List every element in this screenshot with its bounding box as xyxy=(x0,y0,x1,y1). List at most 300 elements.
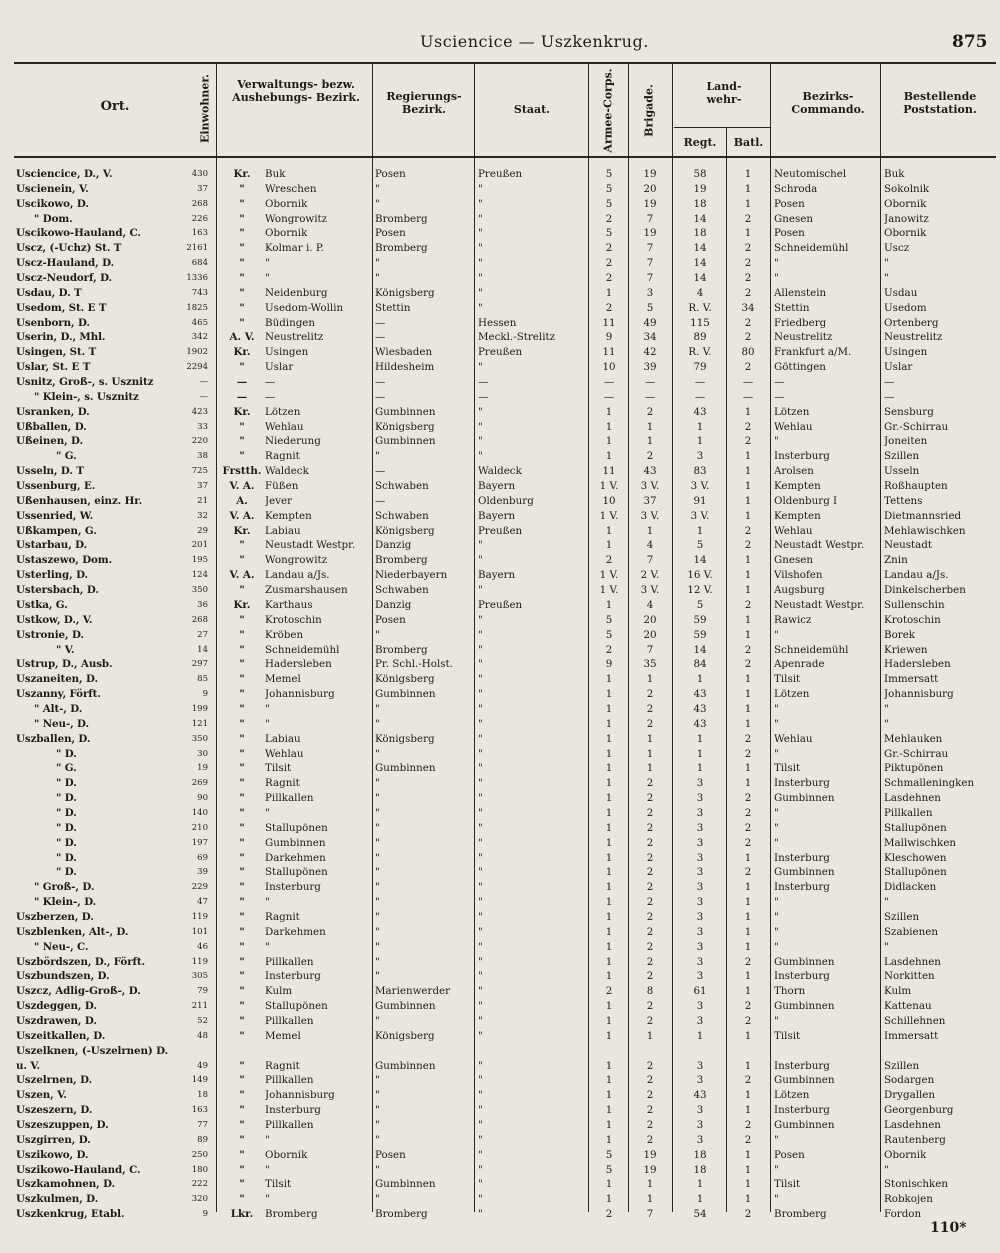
brigade-cell: 2 xyxy=(646,717,654,730)
place-name-cell: Uszikowo, D. xyxy=(16,1148,89,1161)
army-corps-cell: 11 xyxy=(602,346,616,359)
population-cell: 268 xyxy=(191,614,208,625)
state-cell: " xyxy=(478,1119,483,1131)
state-cell: " xyxy=(478,658,483,671)
place-name-cell: Usseln, D. T xyxy=(16,465,84,478)
admin-type-cell: " xyxy=(239,955,245,968)
place-name-cell: " Klein-, D. xyxy=(34,896,97,909)
header-bezirks-commando: Bezirks- Commando. xyxy=(791,90,865,116)
landwehr-regiment-cell: 3 V. xyxy=(690,509,710,522)
army-corps-cell: 9 xyxy=(605,331,613,344)
government-district-cell: " xyxy=(375,197,380,210)
landwehr-battalion-cell: 2 xyxy=(744,792,752,805)
page-number: 875 xyxy=(952,32,988,52)
population-cell: 1902 xyxy=(186,347,208,358)
admin-district-cell: " xyxy=(265,1193,270,1206)
state-cell: " xyxy=(478,257,483,270)
brigade-cell: 2 xyxy=(646,896,654,909)
district-command-cell: " xyxy=(774,628,779,641)
brigade-cell: 1 xyxy=(646,747,654,760)
landwehr-regiment-cell: 61 xyxy=(693,985,707,998)
state-cell: " xyxy=(478,301,483,314)
admin-district-cell: Pillkallen xyxy=(265,1014,314,1027)
post-station-cell: Uslar xyxy=(884,361,913,374)
post-station-cell: Stallupönen xyxy=(884,866,947,879)
population-cell: 39 xyxy=(197,867,208,878)
state-cell: — xyxy=(478,390,489,403)
admin-district-cell: Memel xyxy=(265,1029,301,1042)
brigade-cell: 2 xyxy=(646,1104,654,1117)
landwehr-battalion-cell: 1 xyxy=(744,197,752,210)
place-name-cell: " D. xyxy=(56,777,77,790)
government-district-cell: Gumbinnen xyxy=(375,1000,436,1013)
army-corps-cell: 2 xyxy=(605,554,613,567)
landwehr-battalion-cell: 2 xyxy=(744,747,752,760)
post-station-cell: Gr.-Schirrau xyxy=(884,747,949,760)
post-station-cell: Usseln xyxy=(884,465,920,478)
government-district-cell: " xyxy=(375,1163,380,1176)
government-district-cell: Gumbinnen xyxy=(375,435,436,448)
post-station-cell: Robkojen xyxy=(884,1193,933,1206)
population-cell: 320 xyxy=(191,1194,208,1205)
table-row xyxy=(0,1177,1000,1192)
brigade-cell: 2 xyxy=(646,881,654,894)
place-name-cell: Uszeszuppen, D. xyxy=(16,1119,109,1131)
admin-district-cell: Stallupönen xyxy=(265,821,328,834)
district-command-cell: " xyxy=(774,910,779,923)
district-command-cell: Gumbinnen xyxy=(774,1119,835,1131)
population-cell: 197 xyxy=(191,837,208,848)
post-station-cell: Lasdehnen xyxy=(884,955,941,968)
landwehr-regiment-cell: 43 xyxy=(693,1089,707,1102)
post-station-cell: Usingen xyxy=(884,346,928,359)
brigade-cell: 7 xyxy=(646,257,654,270)
admin-district-cell: Kempten xyxy=(265,509,312,522)
landwehr-regiment-cell: 3 xyxy=(696,851,704,864)
population-cell: 124 xyxy=(191,570,208,581)
landwehr-regiment-cell: 43 xyxy=(693,405,707,418)
landwehr-regiment-cell: 3 xyxy=(696,806,704,819)
table-row xyxy=(0,479,1000,494)
table-row xyxy=(0,1073,1000,1088)
district-command-cell: " xyxy=(774,836,779,849)
population-cell: 163 xyxy=(191,228,208,239)
state-cell: Waldeck xyxy=(478,465,522,478)
government-district-cell: " xyxy=(375,1014,380,1027)
landwehr-regiment-cell: 3 V. xyxy=(690,480,710,493)
government-district-cell: " xyxy=(375,970,380,983)
place-name-cell: Uszblenken, Alt-, D. xyxy=(16,925,129,938)
place-name-cell: " Alt-, D. xyxy=(34,702,83,715)
admin-type-cell: " xyxy=(239,940,245,953)
admin-type-cell: Lkr. xyxy=(230,1208,254,1221)
place-name-cell: Uszanny, Förft. xyxy=(16,688,101,701)
admin-district-cell: " xyxy=(265,1133,270,1146)
district-command-cell: Tilsit xyxy=(774,762,801,775)
admin-type-cell: " xyxy=(239,227,245,240)
post-station-cell: Hadersleben xyxy=(884,658,951,671)
district-command-cell: Gnesen xyxy=(774,554,813,567)
state-cell: " xyxy=(478,1014,483,1027)
brigade-cell: 2 xyxy=(646,866,654,879)
table-row xyxy=(0,955,1000,970)
table-row xyxy=(0,405,1000,420)
admin-type-cell: V. A. xyxy=(229,569,255,582)
landwehr-regiment-cell: 84 xyxy=(693,658,707,671)
admin-type-cell: " xyxy=(239,866,245,879)
place-name-cell: Usterling, D. xyxy=(16,569,89,582)
landwehr-battalion-cell: 2 xyxy=(744,242,752,255)
place-name-cell: Usranken, D. xyxy=(16,405,90,418)
table-row xyxy=(0,1163,1000,1178)
landwehr-regiment-cell: 3 xyxy=(696,450,704,463)
post-station-cell: Szillen xyxy=(884,1059,920,1072)
signature-mark: 110* xyxy=(930,1220,967,1236)
population-cell: 297 xyxy=(191,659,208,670)
place-name-cell: Uszbundszen, D. xyxy=(16,970,110,983)
government-district-cell: " xyxy=(375,1193,380,1206)
admin-type-cell: " xyxy=(239,1119,245,1131)
army-corps-cell: 1 xyxy=(605,524,613,537)
district-command-cell: Insterburg xyxy=(774,777,830,790)
population-cell: 743 xyxy=(191,287,208,298)
government-district-cell: Bromberg xyxy=(375,554,428,567)
army-corps-cell: 1 xyxy=(605,598,613,611)
landwehr-battalion-cell: 2 xyxy=(744,643,752,656)
district-command-cell: Posen xyxy=(774,197,805,210)
header-poststation: Bestellende Poststation. xyxy=(903,90,977,116)
population-cell: 30 xyxy=(197,748,208,759)
table-row xyxy=(0,643,1000,658)
population-cell: 38 xyxy=(197,451,208,462)
government-district-cell: " xyxy=(375,806,380,819)
state-cell: " xyxy=(478,732,483,745)
admin-type-cell: " xyxy=(239,1000,245,1013)
post-station-cell: Neustadt xyxy=(884,539,933,552)
army-corps-cell: 5 xyxy=(605,197,613,210)
district-command-cell: " xyxy=(774,1193,779,1206)
post-station-cell: Georgenburg xyxy=(884,1104,954,1117)
government-district-cell: " xyxy=(375,450,380,463)
landwehr-regiment-cell: 1 xyxy=(696,747,704,760)
admin-district-cell: Ragnit xyxy=(265,910,300,923)
landwehr-regiment-cell: 16 V. xyxy=(687,569,713,582)
table-row xyxy=(0,1118,1000,1133)
table-row xyxy=(0,732,1000,747)
place-name-cell: Uszelrnen, D. xyxy=(16,1074,93,1087)
admin-district-cell: Wongrowitz xyxy=(265,554,328,567)
admin-district-cell: Obornik xyxy=(265,1148,308,1161)
brigade-cell: 4 xyxy=(646,539,654,552)
place-name-cell: " D. xyxy=(56,747,77,760)
brigade-cell: 4 xyxy=(646,598,654,611)
landwehr-battalion-cell: 2 xyxy=(744,257,752,270)
admin-district-cell: — xyxy=(265,376,276,389)
army-corps-cell: 5 xyxy=(605,628,613,641)
brigade-cell: 1 xyxy=(646,1193,654,1206)
landwehr-regiment-cell: 43 xyxy=(693,702,707,715)
population-cell: 350 xyxy=(191,585,208,596)
army-corps-cell: 2 xyxy=(605,242,613,255)
population-cell: 19 xyxy=(197,763,208,774)
table-row xyxy=(0,702,1000,717)
population-cell: 121 xyxy=(191,718,208,729)
place-name-cell: Uszkulmen, D. xyxy=(16,1193,99,1206)
post-station-cell: Neustrelitz xyxy=(884,331,943,344)
landwehr-regiment-cell: 43 xyxy=(693,717,707,730)
landwehr-regiment-cell: 14 xyxy=(693,242,707,255)
brigade-cell: 2 xyxy=(646,821,654,834)
landwehr-sub-rule xyxy=(674,127,770,128)
landwehr-battalion-cell: 2 xyxy=(744,836,752,849)
admin-type-cell: " xyxy=(239,242,245,255)
district-command-cell: " xyxy=(774,747,779,760)
population-cell: 36 xyxy=(197,599,208,610)
district-command-cell: " xyxy=(774,940,779,953)
admin-type-cell: " xyxy=(239,286,245,299)
admin-district-cell: " xyxy=(265,1163,270,1176)
government-district-cell: Königsberg xyxy=(375,420,435,433)
state-cell: " xyxy=(478,1000,483,1013)
admin-type-cell: " xyxy=(239,643,245,656)
population-cell: 9 xyxy=(202,689,208,700)
admin-district-cell: Jever xyxy=(265,494,293,507)
place-name-cell: Usdau, D. T xyxy=(16,286,82,299)
army-corps-cell: 1 V. xyxy=(599,584,619,597)
landwehr-battalion-cell: 2 xyxy=(744,539,752,552)
place-name-cell: Uscz, (-Uchz) St. T xyxy=(16,242,122,255)
government-district-cell: Schwaben xyxy=(375,480,429,493)
post-station-cell: Obornik xyxy=(884,227,927,240)
landwehr-regiment-cell: 1 xyxy=(696,435,704,448)
landwehr-regiment-cell: 3 xyxy=(696,881,704,894)
population-cell: 46 xyxy=(197,941,208,952)
population-cell: 1825 xyxy=(186,302,208,313)
place-name-cell: Uscienein, V. xyxy=(16,182,89,195)
army-corps-cell: — xyxy=(603,376,615,389)
post-station-cell: Usedom xyxy=(884,301,927,314)
government-district-cell: Schwaben xyxy=(375,509,429,522)
header-batl: Batl. xyxy=(733,136,764,149)
table-row xyxy=(0,420,1000,435)
state-cell: " xyxy=(478,613,483,626)
admin-district-cell: Wreschen xyxy=(265,182,317,195)
admin-type-cell: " xyxy=(239,896,245,909)
state-cell: " xyxy=(478,970,483,983)
admin-type-cell: " xyxy=(239,420,245,433)
place-name-cell: Uszkenkrug, Etabl. xyxy=(16,1208,125,1221)
place-name-cell: Userin, D., Mhl. xyxy=(16,331,106,344)
army-corps-cell: 1 xyxy=(605,286,613,299)
place-name-cell: " D. xyxy=(56,851,77,864)
army-corps-cell: 5 xyxy=(605,1163,613,1176)
army-corps-cell: 11 xyxy=(602,316,616,329)
place-name-cell: Uscikowo, D. xyxy=(16,197,89,210)
admin-type-cell: " xyxy=(239,257,245,270)
table-row xyxy=(0,717,1000,732)
population-cell: 48 xyxy=(197,1030,208,1041)
admin-district-cell: Insterburg xyxy=(265,881,321,894)
table-row xyxy=(0,524,1000,539)
post-station-cell: Szillen xyxy=(884,910,920,923)
state-cell: " xyxy=(478,643,483,656)
brigade-cell: 7 xyxy=(646,212,654,225)
army-corps-cell: 5 xyxy=(605,168,613,180)
army-corps-cell: 1 xyxy=(605,777,613,790)
table-row xyxy=(0,434,1000,449)
post-station-cell: Usdau xyxy=(884,286,918,299)
army-corps-cell: 1 xyxy=(605,940,613,953)
place-name-cell: Ußkampen, G. xyxy=(16,524,97,537)
government-district-cell: — xyxy=(375,494,386,507)
post-station-cell: " xyxy=(884,272,889,285)
landwehr-battalion-cell: 2 xyxy=(744,435,752,448)
table-row xyxy=(0,241,1000,256)
table-row xyxy=(0,999,1000,1014)
population-cell: 250 xyxy=(191,1149,208,1160)
table-row xyxy=(0,747,1000,762)
admin-type-cell: " xyxy=(239,777,245,790)
army-corps-cell: 2 xyxy=(605,257,613,270)
landwehr-battalion-cell: — xyxy=(742,390,754,403)
landwehr-regiment-cell: 3 xyxy=(696,1000,704,1013)
place-name-cell: Ußballen, D. xyxy=(16,420,87,433)
admin-district-cell: " xyxy=(265,940,270,953)
landwehr-battalion-cell: 1 xyxy=(744,509,752,522)
army-corps-cell: 10 xyxy=(602,361,616,374)
district-command-cell: Schneidemühl xyxy=(774,643,849,656)
army-corps-cell: 1 xyxy=(605,1133,613,1146)
population-cell: 684 xyxy=(191,258,208,269)
landwehr-battalion-cell: 1 xyxy=(744,940,752,953)
header-regierung: Regierungs- Bezirk. xyxy=(386,90,462,116)
brigade-cell: 2 xyxy=(646,836,654,849)
post-station-cell: — xyxy=(884,376,895,389)
government-district-cell: " xyxy=(375,628,380,641)
district-command-cell: Insterburg xyxy=(774,851,830,864)
landwehr-regiment-cell: 3 xyxy=(696,1074,704,1087)
table-row xyxy=(0,687,1000,702)
table-row xyxy=(0,1044,1000,1059)
district-command-cell: Insterburg xyxy=(774,881,830,894)
government-district-cell: " xyxy=(375,836,380,849)
landwehr-regiment-cell: 3 xyxy=(696,970,704,983)
landwehr-regiment-cell: 54 xyxy=(693,1208,707,1221)
district-command-cell: Schroda xyxy=(774,182,818,195)
landwehr-regiment-cell: 1 xyxy=(696,420,704,433)
post-station-cell: Rautenberg xyxy=(884,1133,946,1146)
post-station-cell: Fordon xyxy=(884,1208,922,1221)
brigade-cell: 20 xyxy=(643,613,657,626)
landwehr-battalion-cell: 1 xyxy=(744,1059,752,1072)
government-district-cell: — xyxy=(375,331,386,344)
place-name-cell: " V. xyxy=(56,643,75,656)
district-command-cell: " xyxy=(774,806,779,819)
landwehr-battalion-cell: 1 xyxy=(744,554,752,567)
table-row xyxy=(0,494,1000,509)
table-row xyxy=(0,613,1000,628)
landwehr-battalion-cell: 2 xyxy=(744,1119,752,1131)
admin-type-cell: Kr. xyxy=(233,346,251,359)
header-regt: Regt. xyxy=(683,136,717,149)
brigade-cell: 1 xyxy=(646,762,654,775)
table-row xyxy=(0,256,1000,271)
post-station-cell: Schmalleningken xyxy=(884,777,975,790)
army-corps-cell: 1 xyxy=(605,925,613,938)
district-command-cell: " xyxy=(774,1133,779,1146)
table-row xyxy=(0,182,1000,197)
district-command-cell: Insterburg xyxy=(774,1104,830,1117)
district-command-cell: " xyxy=(774,257,779,270)
district-command-cell: Tilsit xyxy=(774,1029,801,1042)
admin-type-cell: " xyxy=(239,1133,245,1146)
brigade-cell: — xyxy=(644,390,656,403)
brigade-cell: 3 V. xyxy=(640,509,660,522)
government-district-cell: " xyxy=(375,881,380,894)
government-district-cell: " xyxy=(375,1119,380,1131)
landwehr-regiment-cell: 3 xyxy=(696,777,704,790)
population-cell: 226 xyxy=(191,213,208,224)
state-cell: " xyxy=(478,777,483,790)
population-cell: 305 xyxy=(191,971,208,982)
government-district-cell: Niederbayern xyxy=(375,569,448,582)
army-corps-cell: 1 xyxy=(605,806,613,819)
state-cell: " xyxy=(478,673,483,686)
brigade-cell: 20 xyxy=(643,182,657,195)
state-cell: " xyxy=(478,227,483,240)
admin-type-cell: " xyxy=(239,925,245,938)
army-corps-cell: 11 xyxy=(602,465,616,478)
army-corps-cell: 1 xyxy=(605,732,613,745)
state-cell: " xyxy=(478,881,483,894)
population-cell: 14 xyxy=(197,644,208,655)
landwehr-battalion-cell: 2 xyxy=(744,821,752,834)
admin-type-cell: " xyxy=(239,1193,245,1206)
landwehr-battalion-cell: 1 xyxy=(744,227,752,240)
brigade-cell: 42 xyxy=(643,346,657,359)
population-cell: 85 xyxy=(197,674,208,685)
brigade-cell: 2 xyxy=(646,925,654,938)
population-cell: 119 xyxy=(191,956,208,967)
population-cell: 269 xyxy=(191,778,208,789)
admin-type-cell: " xyxy=(239,539,245,552)
brigade-cell: 2 xyxy=(646,851,654,864)
admin-district-cell: Bromberg xyxy=(265,1208,318,1221)
brigade-cell: — xyxy=(644,376,656,389)
landwehr-battalion-cell: 1 xyxy=(744,970,752,983)
post-station-cell: Drygallen xyxy=(884,1089,936,1102)
admin-district-cell: " xyxy=(265,702,270,715)
running-title: Usciencice — Uszkenkrug. xyxy=(420,32,649,51)
post-station-cell: Sokolnik xyxy=(884,182,930,195)
landwehr-regiment-cell: 1 xyxy=(696,1178,704,1191)
district-command-cell: Gumbinnen xyxy=(774,1074,835,1087)
state-cell: Preußen xyxy=(478,168,523,180)
state-cell: " xyxy=(478,821,483,834)
table-row xyxy=(0,1029,1000,1044)
landwehr-regiment-cell: 115 xyxy=(690,316,710,329)
district-command-cell: Lötzen xyxy=(774,405,810,418)
government-district-cell: Bromberg xyxy=(375,1208,428,1221)
admin-type-cell: " xyxy=(239,970,245,983)
post-station-cell: Immersatt xyxy=(884,1029,939,1042)
post-station-cell: " xyxy=(884,1163,889,1176)
admin-district-cell: Neustadt Westpr. xyxy=(265,539,356,552)
population-cell: 29 xyxy=(197,525,208,536)
place-name-cell: Uscz-Hauland, D. xyxy=(16,257,115,270)
post-station-cell: Schillehnen xyxy=(884,1014,946,1027)
army-corps-cell: 5 xyxy=(605,613,613,626)
